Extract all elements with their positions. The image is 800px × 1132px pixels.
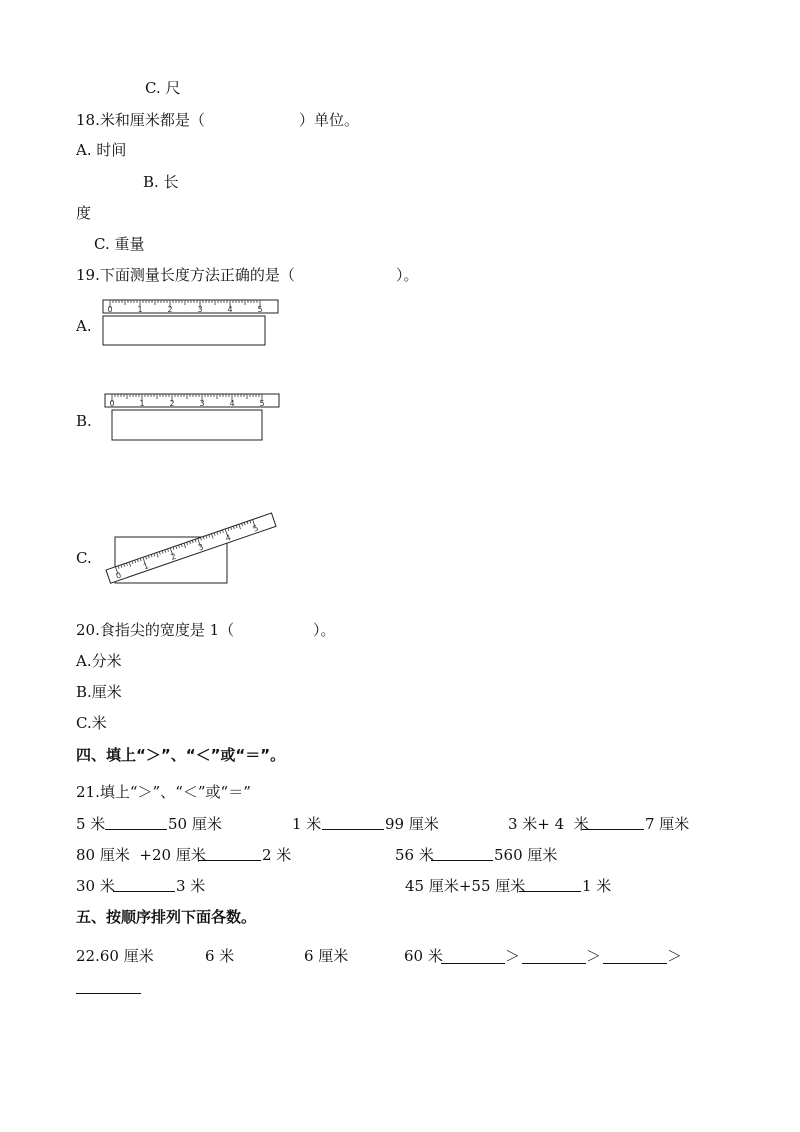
- ruler-number: 1: [142, 561, 150, 572]
- q19-option-b: B.: [76, 412, 92, 430]
- q20-option-a: A.分米: [76, 652, 122, 670]
- q18-option-b: B. 长: [143, 173, 179, 191]
- q21-r1-2-left: 1 米: [292, 815, 322, 833]
- ruler-number: 2: [169, 399, 175, 408]
- q21-r3-1-right: 3 米: [176, 877, 206, 895]
- ruler-number: 1: [139, 399, 145, 408]
- ruler-number: 0: [107, 305, 113, 314]
- answer-blank[interactable]: [113, 891, 175, 892]
- ruler-number: 5: [257, 305, 263, 314]
- q21-r1-1-right: 50 厘米: [168, 815, 222, 833]
- q21-r2-2-left: 56 米: [395, 846, 434, 864]
- measured-rectangle: [103, 316, 265, 345]
- ruler-figure-c: [100, 512, 280, 590]
- q22-item-1: 22.60 厘米: [76, 947, 154, 965]
- q19-stem-end: ）。: [396, 266, 419, 284]
- q17-option-c: C. 尺: [145, 79, 181, 97]
- q18-option-a: A. 时间: [76, 141, 127, 159]
- answer-blank[interactable]: [431, 860, 493, 861]
- ruler-number: 5: [259, 399, 265, 408]
- section-5-title: 五、按顺序排列下面各数。: [76, 908, 257, 926]
- measured-rectangle: [112, 410, 262, 440]
- q21-r2-2-right: 560 厘米: [494, 846, 558, 864]
- q21-r3-2-left: 45 厘米+55 厘米: [405, 877, 526, 895]
- order-blank[interactable]: [603, 963, 667, 964]
- ruler: [105, 394, 279, 408]
- ruler-number: 3: [197, 305, 203, 314]
- q22-item-2: 6 米: [205, 947, 235, 965]
- ruler: [103, 300, 278, 314]
- answer-blank[interactable]: [198, 860, 261, 861]
- q20-option-c: C.米: [76, 714, 107, 732]
- ruler-number: 4: [227, 305, 233, 314]
- answer-blank[interactable]: [582, 829, 644, 830]
- q20-stem-end: ）。: [313, 621, 336, 639]
- order-blank[interactable]: [522, 963, 586, 964]
- ruler-number: 4: [229, 399, 235, 408]
- q21-r1-2-right: 99 厘米: [385, 815, 439, 833]
- q21-r1-3-left: 3 米+ 4 米: [508, 815, 589, 833]
- q22-item-3: 6 厘米: [304, 947, 349, 965]
- greater-than-sign: ＞: [667, 947, 683, 965]
- q18-option-c: C. 重量: [94, 235, 145, 253]
- ruler-number: 1: [137, 305, 143, 314]
- q21-r2-1-right: 2 米: [262, 846, 292, 864]
- q19-stem: 19.下面测量长度方法正确的是（: [76, 266, 295, 284]
- greater-than-sign: ＞: [505, 947, 521, 965]
- ruler-number: 2: [169, 551, 178, 562]
- q21-r2-1-left: 80 厘米 +20 厘米: [76, 846, 206, 864]
- q21-r3-1-left: 30 米: [76, 877, 115, 895]
- q21-r3-2-right: 1 米: [582, 877, 612, 895]
- q21-stem: 21.填上“＞”、“＜”或“＝”: [76, 783, 251, 801]
- greater-than-sign: ＞: [586, 947, 602, 965]
- answer-blank[interactable]: [322, 829, 384, 830]
- ruler-number: 0: [114, 570, 123, 581]
- answer-blank[interactable]: [519, 891, 581, 892]
- q21-r1-3-right: 7 厘米: [645, 815, 690, 833]
- ruler: [106, 513, 276, 583]
- q18-option-b-wrap: 度: [76, 204, 92, 222]
- section-4-title: 四、填上“＞”、“＜”或“＝”。: [76, 746, 286, 764]
- ruler-number: 3: [196, 542, 205, 553]
- q20-stem: 20.食指尖的宽度是 1（: [76, 621, 235, 639]
- ruler-number: 5: [251, 523, 260, 534]
- ruler-number: 2: [167, 305, 173, 314]
- q19-option-a: A.: [76, 317, 92, 335]
- q19-option-c: C.: [76, 549, 92, 567]
- ruler-figure-a: [100, 296, 282, 348]
- order-blank[interactable]: [76, 993, 141, 994]
- q20-option-b: B.厘米: [76, 683, 122, 701]
- ruler-figure-b: [102, 390, 282, 445]
- ruler-number: 4: [224, 532, 233, 544]
- q18-stem-end: ）单位。: [299, 111, 360, 129]
- answer-blank[interactable]: [105, 829, 167, 830]
- order-blank[interactable]: [441, 963, 505, 964]
- ruler-number: 3: [199, 399, 205, 408]
- q22-item-4: 60 米: [404, 947, 443, 965]
- q21-r1-1-left: 5 米: [76, 815, 106, 833]
- ruler-number: 0: [109, 399, 115, 408]
- q18-stem: 18.米和厘米都是（: [76, 111, 205, 129]
